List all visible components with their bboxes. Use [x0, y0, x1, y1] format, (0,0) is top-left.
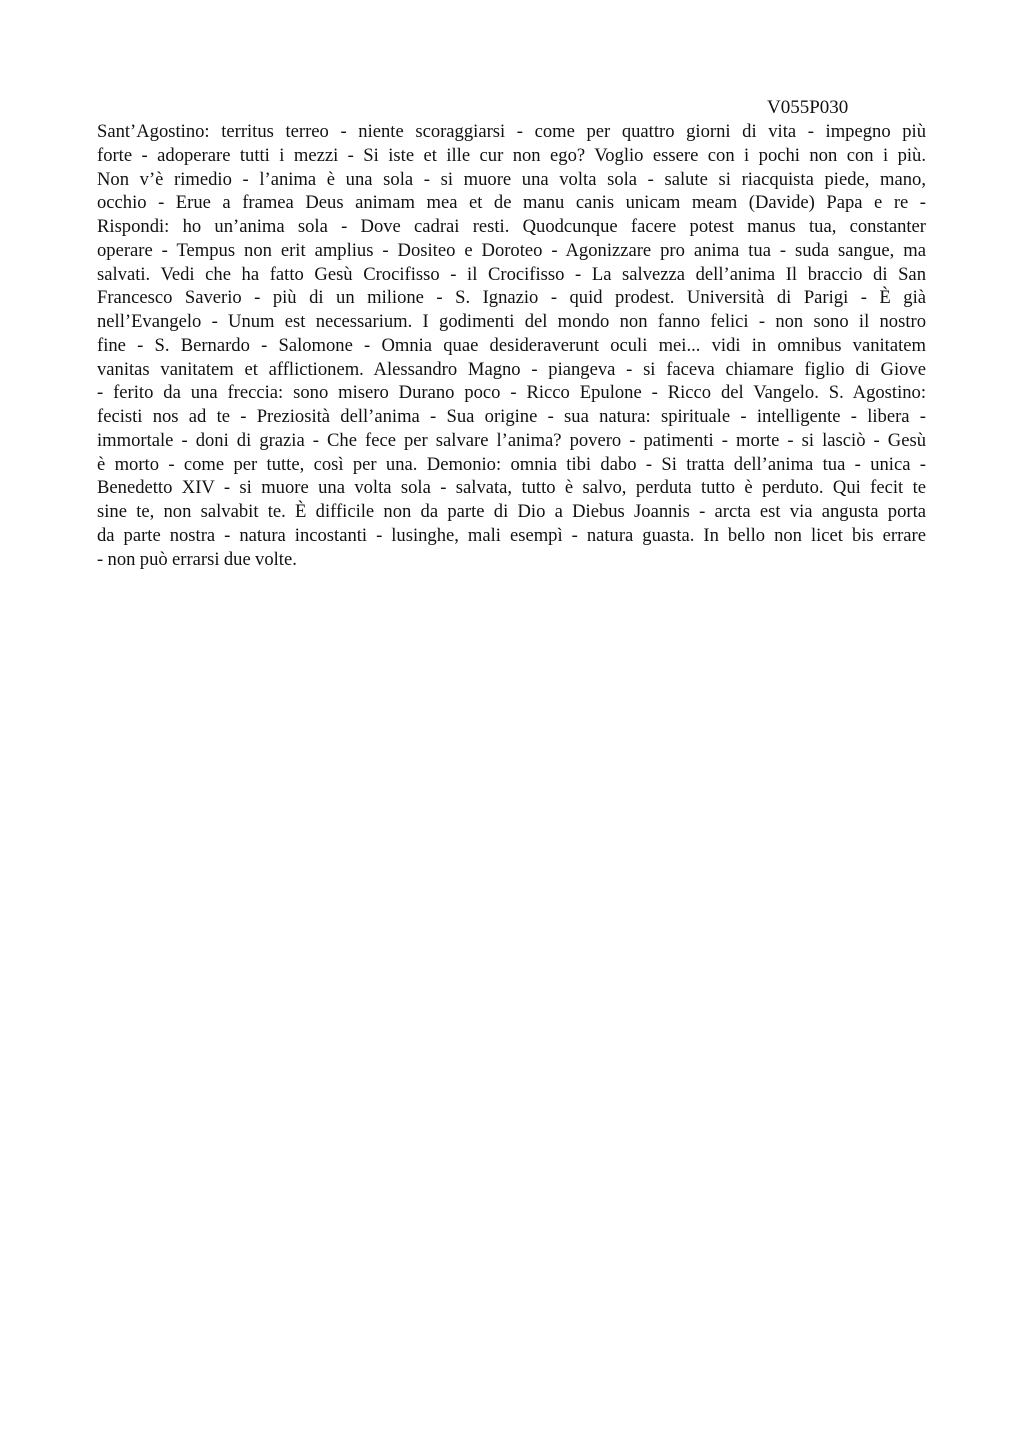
text-line: fine - S. Bernardo - Salomone - Omnia quae desideraverunt oculi mei... vidi in omnibus vanitatem: [97, 334, 926, 356]
text-line: salvati. Vedi che ha fatto Gesù Crocifisso - il Crocifisso - La salvezza dell’anima Il braccio di San: [97, 263, 926, 285]
text-line: nell’Evangelo - Unum est necessarium. I godimenti del mondo non fanno felici - non sono il nostro: [97, 311, 926, 332]
text-line: Francesco Saverio - più di un milione - S. Ignazio - quid prodest. Università di Parigi - È già: [97, 287, 926, 309]
text-line: - non può errarsi due volte.: [97, 548, 297, 570]
text-line: sine te, non salvabit te. È difficile non da parte di Dio a Diebus Joannis - arcta est via angusta porta: [97, 501, 926, 522]
text-line: Benedetto XIV - si muore una volta sola - salvata, tutto è salvo, perduta tutto è perduto. Qui fecit te: [97, 477, 926, 499]
text-line: fecisti nos ad te - Preziosità dell’anima - Sua origine - sua natura: spirituale - intelligente - libera -: [97, 406, 926, 427]
text-line: forte - adoperare tutti i mezzi - Si iste et ille cur non ego? Voglio essere con i pochi non con i più.: [97, 144, 926, 166]
text-line: Non v’è rimedio - l’anima è una sola - si muore una volta sola - salute si riacquista piede, mano,: [97, 168, 926, 190]
text-line: immortale - doni di grazia - Che fece per salvare l’anima? povero - patimenti - morte - si lasciò - Gesù: [97, 429, 926, 451]
text-line: - ferito da una freccia: sono misero Durano poco - Ricco Epulone - Ricco del Vangelo. S. Agostino:: [97, 382, 926, 404]
text-line: occhio - Erue a framea Deus animam mea et de manu canis unicam meam (Davide) Papa e re -: [97, 192, 926, 214]
text-line: Sant’Agostino: territus terreo - niente scoraggiarsi - come per quattro giorni di vita - impegno più: [97, 121, 926, 142]
text-line: Rispondi: ho un’anima sola - Dove cadrai resti. Quodcunque facere potest manus tua, constanter: [97, 216, 926, 237]
text-line: operare - Tempus non erit amplius - Dositeo e Doroteo - Agonizzare pro anima tua - suda sangue, ma: [97, 239, 926, 261]
text-line: vanitas vanitatem et afflictionem. Alessandro Magno - piangeva - si faceva chiamare figlio di Giove: [97, 358, 926, 380]
text-line: da parte nostra - natura incostanti - lusinghe, mali esempì - natura guasta. In bello non licet bis errare: [97, 524, 926, 546]
text-line: è morto - come per tutte, così per una. Demonio: omnia tibi dabo - Si tratta dell’anima tua - unica -: [97, 453, 926, 475]
page-code: V055P030: [767, 97, 849, 118]
body-paragraph: [97, 120, 926, 571]
